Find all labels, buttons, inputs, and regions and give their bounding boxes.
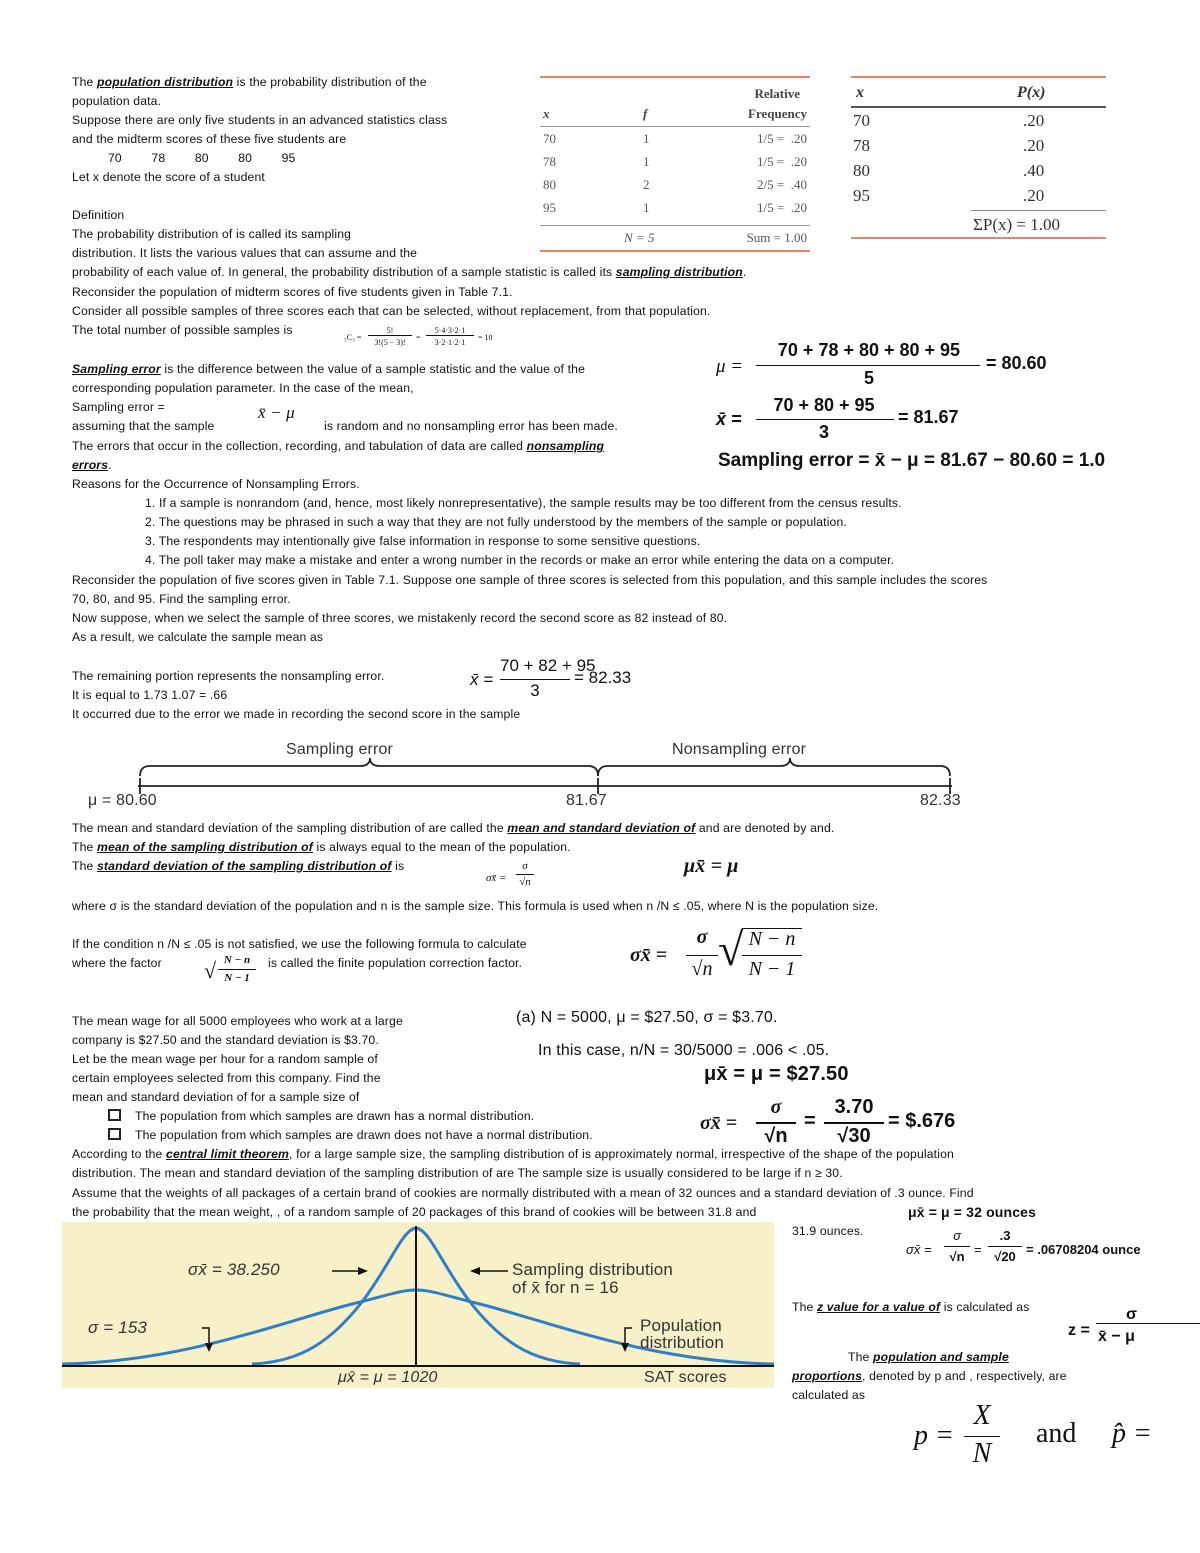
sat-chart xyxy=(62,1222,774,1388)
prop-line-2: proportions, denoted by p and , respectively, are xyxy=(792,1369,1067,1383)
sampling-dist-label-2: of x̄ for n = 16 xyxy=(512,1278,619,1297)
sampling-error-label: Sampling error xyxy=(286,741,394,758)
freq-footer-n: N = 5 xyxy=(624,230,655,245)
mu-formula: μ = 70 + 78 + 80 + 80 + 95 5 = 80.60 xyxy=(716,340,1047,388)
xbar2-formula: x̄ = 70 + 82 + 95 3 = 82.33 xyxy=(470,656,632,700)
sat-curves xyxy=(62,1222,774,1388)
tick-mu: μ = 80.60 xyxy=(88,792,157,809)
mean-sd-line-6b: is called the finite population correction factor. xyxy=(268,956,523,970)
definition-line-6: The total number of possible samples is xyxy=(72,323,293,337)
example-line-7: It occurred due to the error we made in recording the second score in the sample xyxy=(72,707,521,721)
sampling-error-line-4b: is random and no nonsampling error has been made. xyxy=(324,419,618,433)
mean-sd-line-5: If the condition n /N ≤ .05 is not satisfied, we use the following formula to calculate xyxy=(72,937,527,951)
error-diagram xyxy=(80,736,1000,816)
sigma-xbar-small: σx̄ = σ √n xyxy=(486,860,546,900)
sampling-error-line-6: errors. xyxy=(72,458,112,472)
example-line-3: Now suppose, when we select the sample of three scores, we mistakenly record the second score as 82 instead of 80. xyxy=(72,611,728,625)
wage-line-5: mean and standard deviation of for a sample size of xyxy=(72,1090,360,1104)
definition-heading: Definition xyxy=(72,208,125,222)
checkbox-icon xyxy=(108,1109,121,1121)
frequency-table xyxy=(540,76,810,252)
proportion-formula: p = X N and p̂ = xyxy=(914,1400,1152,1469)
population-label-2: distribution xyxy=(640,1333,725,1352)
sampling-dist-label-1: Sampling distribution xyxy=(512,1260,673,1279)
z-line: The z value for a value of is calculated as xyxy=(792,1300,1030,1314)
clt-line-4: the probability that the mean weight, , of a random sample of 20 packages of this brand of cookies will be between 31.8 and xyxy=(72,1205,757,1219)
population-label-1: Population xyxy=(640,1316,722,1335)
px-col-p: P(x) xyxy=(1017,84,1046,101)
sampling-error-line-3: Sampling error = xyxy=(72,400,165,414)
reason-2: 2. The questions may be phrased in such a way that they are not fully understood by the members of the sample or population. xyxy=(145,515,847,529)
nonsampling-error-label: Nonsampling error xyxy=(672,741,807,758)
tick-8233: 82.33 xyxy=(920,792,961,809)
cookie-mu: μx̄ = μ = 32 ounces xyxy=(908,1204,1037,1220)
definition-line-1: The probability distribution of is called its sampling xyxy=(72,227,352,241)
sampling-error-line-2: corresponding population parameter. In the case of the mean, xyxy=(72,381,414,395)
wage-line-2: company is $27.50 and the standard deviation is $3.70. xyxy=(72,1033,379,1047)
wage-sigma-formula: σx̄ = σ √n = 3.70 √30 = $.676 xyxy=(700,1096,956,1147)
xbar-formula: x̄ = 70 + 80 + 95 3 = 81.67 xyxy=(716,395,959,442)
intro-line-3: Suppose there are only five students in an advanced statistics class xyxy=(72,113,448,127)
mean-sd-line-6a: where the factor xyxy=(72,956,162,970)
col-rel-header-1: Relative xyxy=(754,86,800,101)
xbar-minus-mu: x̄ − μ xyxy=(258,403,295,422)
cookie-sigma-formula: σx̄ = σ √n = .3 √20 = .06708204 ounce xyxy=(906,1228,1141,1264)
example-line-4: As a result, we calculate the sample mean as xyxy=(72,630,324,644)
clt-line-5: 31.9 ounces. xyxy=(792,1224,864,1238)
prop-line-1: The population and sample xyxy=(848,1350,1009,1364)
sat-axis-label: SAT scores xyxy=(644,1369,727,1386)
col-rel-header-2: Frequency xyxy=(748,106,807,121)
definition-line-5: Consider all possible samples of three scores each that can be selected, without replacement, from that population. xyxy=(72,304,711,318)
clt-line-1: According to the central limit theorem, for a large sample size, the sampling distribution of is approximately normal, irrespective of the shape of the population xyxy=(72,1147,954,1161)
prop-line-3: calculated as xyxy=(792,1388,866,1402)
freq-rows: 70 1 1/5 = .20 78 1 1/5 = .20 80 2 2/5 = .40 95 1 1/5 = .20 xyxy=(543,131,807,215)
tick-8167: 81.67 xyxy=(566,792,607,809)
clt-line-3: Assume that the weights of all packages of a certain brand of cookies are normally distributed with a mean of 32 ounces and a standard deviation of .3 ounce. Find xyxy=(72,1186,974,1200)
mu-1020-label: μx̄ = μ = 1020 xyxy=(338,1369,438,1386)
mean-sd-line-4: where σ is the standard deviation of the population and n is the sample size. This formula is used when n /N ≤ .05, where N is the population size. xyxy=(72,899,879,913)
checkbox-icon xyxy=(108,1128,121,1140)
reason-4: 4. The poll taker may make a mistake and enter a wrong number in the records or make an error while entering the data on a computer. xyxy=(145,553,895,567)
example-line-6: It is equal to 1.73 1.07 = .66 xyxy=(72,688,228,702)
mu-xbar-equals-mu: μx̄ = μ xyxy=(684,855,739,877)
sampling-error-line-4a: assuming that the sample xyxy=(72,419,215,433)
mean-sd-line-3: The standard deviation of the sampling distribution of is xyxy=(72,859,405,873)
wage-result-3: μx̄ = μ = $27.50 xyxy=(704,1063,849,1085)
definition-line-3: probability of each value of. In general, the probability distribution of a sample statistic is called its sampling distribution. xyxy=(72,265,747,279)
wage-line-4: certain employees selected from this company. Find the xyxy=(72,1071,381,1085)
example-line-1: Reconsider the population of five scores given in Table 7.1. Suppose one sample of three scores is selected from this population, and this sample includes the scores xyxy=(72,573,988,587)
reason-3: 3. The respondents may intentionally give false information in response to some sensitive questions. xyxy=(145,534,701,548)
wage-line-1: The mean wage for all 5000 employees who work at a large xyxy=(72,1014,403,1028)
reason-1: 1. If a sample is nonrandom (and, hence, most likely nonrepresentative), the sample results may be too different from the census results. xyxy=(145,496,902,510)
reasons-heading: Reasons for the Occurrence of Nonsampling Errors. xyxy=(72,477,360,491)
sampling-error-line-1: Sampling error is the difference between the value of a sample statistic and the value of the xyxy=(72,362,586,376)
example-line-5: The remaining portion represents the nonsampling error. xyxy=(72,669,385,683)
wage-bullet-1: The population from which samples are drawn has a normal distribution. xyxy=(108,1108,534,1124)
wage-bullet-2: The population from which samples are drawn does not have a normal distribution. xyxy=(108,1127,593,1143)
z-formula: z = σ x̄ − μ xyxy=(1068,1310,1200,1354)
wage-line-3: Let be the mean wage per hour for a random sample of xyxy=(72,1052,378,1066)
col-x-header: x xyxy=(543,106,550,121)
definition-line-4: Reconsider the population of midterm scores of five students given in Table 7.1. xyxy=(72,285,513,299)
intro-line-4: and the midterm scores of these five students are xyxy=(72,132,347,146)
mean-sd-line-1: The mean and standard deviation of the sampling distribution of are called the mean and standard deviation of and are denoted by and. xyxy=(72,821,835,835)
scores-line: 70 78 80 80 95 xyxy=(108,151,296,165)
sigma-xbar-label: σx̄ = 38.250 xyxy=(188,1260,280,1279)
fpc-factor: √ N − n N − 1 xyxy=(204,954,258,988)
freq-footer-sum: Sum = 1.00 xyxy=(746,230,807,245)
sampling-error-line-5: The errors that occur in the collection, recording, and tabulation of data are called nonsampling xyxy=(72,439,605,453)
intro-line-2: population data. xyxy=(72,94,162,108)
intro-line-1: The population distribution is the probability distribution of the xyxy=(72,75,427,89)
sigma-label: σ = 153 xyxy=(88,1318,148,1337)
sampling-error-formula: Sampling error = x̄ − μ = 81.67 − 80.60 = 1.0 xyxy=(718,450,1106,471)
px-footer-sum: ΣP(x) = 1.00 xyxy=(973,215,1061,234)
px-col-x: x xyxy=(856,84,864,101)
example-line-2: 70, 80, and 95. Find the sampling error. xyxy=(72,592,291,606)
clt-line-2: distribution. The mean and standard deviation of the sampling distribution of are The sample size is usually considered to be large if n ≥ 30. xyxy=(72,1166,843,1180)
fpc-formula: σx̄ = σ √n √ N − n N − 1 xyxy=(630,926,810,986)
wage-result-2: In this case, n/N = 30/5000 = .006 < .05. xyxy=(538,1042,830,1059)
probability-table: x P(x) 70 .20 78 .20 80 .40 95 .20 ΣP(x) = 1.00 xyxy=(851,76,1106,239)
definition-line-2: distribution. It lists the various values that can assume and the xyxy=(72,246,418,260)
col-f-header: f xyxy=(643,106,648,121)
intro-line-6: Let x denote the score of a student xyxy=(72,170,265,184)
wage-result-1: (a) N = 5000, μ = $27.50, σ = $3.70. xyxy=(516,1009,778,1026)
mean-sd-line-2: The mean of the sampling distribution of is always equal to the mean of the population. xyxy=(72,840,571,854)
